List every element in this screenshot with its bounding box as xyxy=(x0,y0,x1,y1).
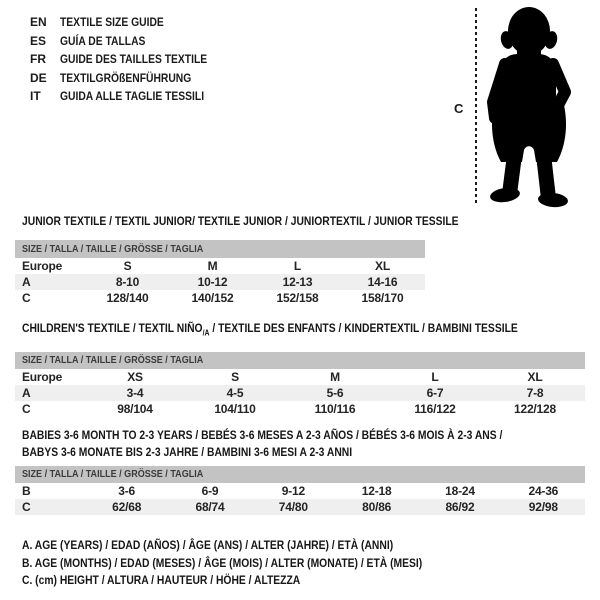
size-cell: 62/68 xyxy=(112,500,142,514)
children-title-subscript: /A xyxy=(202,328,210,338)
size-cell: 9-12 xyxy=(281,484,305,498)
children-size-table xyxy=(15,369,585,417)
guide-title-en: TEXTILE SIZE GUIDE xyxy=(60,15,164,29)
size-cell: 3-4 xyxy=(126,386,144,401)
table-row-age-months xyxy=(15,483,585,499)
size-cell: 6-7 xyxy=(426,386,444,401)
legend-footnotes xyxy=(22,537,487,590)
language-row-es xyxy=(30,32,231,51)
row-label: A xyxy=(22,386,31,401)
children-table-title xyxy=(22,321,518,340)
junior-table-title: JUNIOR TEXTILE / TEXTIL JUNIOR/ TEXTILE JUNIOR / JUNIORTEXTIL / JUNIOR TESSILE xyxy=(22,214,459,228)
height-measure-figure xyxy=(450,0,600,212)
junior-textile-section xyxy=(15,214,459,306)
size-cell: L xyxy=(431,370,439,385)
children-title-prefix: CHILDREN'S TEXTILE / TEXTIL NIÑO xyxy=(22,321,203,335)
size-cell: 10-12 xyxy=(197,275,228,289)
language-row-fr xyxy=(30,50,231,69)
size-cell: 80/86 xyxy=(362,500,392,514)
size-cell: 18-24 xyxy=(445,484,475,498)
row-label: Europe xyxy=(22,370,63,385)
size-header-bar xyxy=(15,240,425,258)
footnote-c: C. (cm) HEIGHT / ALTURA / HAUTEUR / HÖHE / ALTEZZA xyxy=(22,573,301,587)
toddler-silhouette-icon xyxy=(483,4,595,208)
language-code: EN xyxy=(30,15,47,29)
guide-title-de: TEXTILGRÖßENFÜHRUNG xyxy=(60,70,192,85)
language-code: FR xyxy=(30,52,46,66)
language-row-de xyxy=(30,69,231,88)
size-cell: 104/110 xyxy=(214,402,256,417)
size-cell: 6-9 xyxy=(201,484,219,498)
junior-size-table xyxy=(15,258,425,306)
size-cell: 92/98 xyxy=(528,500,558,514)
size-cell: S xyxy=(123,259,132,273)
table-row-height xyxy=(15,499,585,515)
size-header-bar xyxy=(15,466,585,483)
guide-title-es: GUÍA DE TALLAS xyxy=(60,33,146,48)
children-textile-section xyxy=(15,321,585,417)
size-cell: 110/116 xyxy=(314,402,356,417)
size-cell: 116/122 xyxy=(414,402,456,417)
table-row-height xyxy=(15,401,585,417)
footnote-a: A. AGE (YEARS) / EDAD (AÑOS) / ÂGE (ANS) / ALTER (JAHRE) / ETÀ (ANNI) xyxy=(22,538,394,552)
babies-title-line1: BABIES 3-6 MONTH TO 2-3 YEARS / BEBÉS 3-6 MESES A 2-3 AÑOS / BÉBÉS 3-6 MOIS À 2-3 ANS / xyxy=(22,428,503,442)
row-label: Europe xyxy=(22,259,63,273)
size-cell: 5-6 xyxy=(326,386,344,401)
size-cell: M xyxy=(207,259,218,273)
footnote-b: B. AGE (MONTHS) / EDAD (MESES) / ÂGE (MOIS) / ALTER (MONATE) / ETÀ (MESI) xyxy=(22,555,423,570)
row-label: C xyxy=(22,500,31,514)
guide-title-it: GUIDA ALLE TAGLIE TESSILI xyxy=(60,89,205,103)
size-header-label: SIZE / TALLA / TAILLE / GRÖSSE / TAGLIA xyxy=(22,243,204,255)
language-code: ES xyxy=(30,33,47,48)
language-row-it xyxy=(30,87,231,106)
size-cell: XL xyxy=(527,370,543,385)
babies-size-table xyxy=(15,483,585,515)
size-cell: 14-16 xyxy=(367,275,398,289)
size-cell: 98/104 xyxy=(117,402,153,417)
table-row-europe xyxy=(15,369,585,385)
size-cell: 7-8 xyxy=(526,386,544,401)
size-cell: 12-13 xyxy=(282,275,313,289)
size-cell: 140/152 xyxy=(191,291,234,305)
babies-title-line2: BABYS 3-6 MONATE BIS 2-3 JAHRE / BAMBINI 3-6 MESI A 2-3 ANNI xyxy=(22,445,353,459)
language-code: DE xyxy=(30,70,47,85)
table-row-age xyxy=(15,274,425,290)
row-label: A xyxy=(22,275,31,289)
size-cell: 152/158 xyxy=(276,291,319,305)
size-header-label: SIZE / TALLA / TAILLE / GRÖSSE / TAGLIA xyxy=(22,354,204,367)
size-cell: S xyxy=(231,370,239,385)
children-title-suffix: / TEXTILE DES ENFANTS / KINDERTEXTIL / BAMBINI TESSILE xyxy=(209,321,518,335)
babies-textile-section xyxy=(15,427,585,515)
table-row-height xyxy=(15,290,425,306)
table-row-age xyxy=(15,385,585,401)
size-cell: 4-5 xyxy=(226,386,244,401)
language-code: IT xyxy=(30,89,41,103)
size-cell: 12-18 xyxy=(361,484,392,498)
row-label: C xyxy=(22,402,31,417)
size-cell: 68/74 xyxy=(195,500,225,514)
language-row-en xyxy=(30,13,231,32)
size-cell: 86/92 xyxy=(445,500,475,514)
size-cell: 122/128 xyxy=(514,402,556,417)
babies-table-title xyxy=(22,427,585,461)
height-measure-label: C xyxy=(454,101,464,116)
dashed-height-line-icon xyxy=(475,8,477,205)
guide-title-fr: GUIDE DES TAILLES TEXTILE xyxy=(60,52,208,66)
size-cell: 74/80 xyxy=(278,500,308,514)
size-header-label: SIZE / TALLA / TAILLE / GRÖSSE / TAGLIA xyxy=(22,468,204,480)
size-cell: 24-36 xyxy=(528,484,559,498)
size-cell: XS xyxy=(127,370,143,385)
size-cell: XL xyxy=(375,259,390,273)
size-header-bar xyxy=(15,352,585,369)
table-row-europe xyxy=(15,258,425,274)
row-label: B xyxy=(22,484,31,498)
size-cell: 8-10 xyxy=(115,275,140,289)
size-cell: L xyxy=(293,259,302,273)
size-cell: 158/170 xyxy=(361,291,404,305)
language-title-block xyxy=(30,13,231,106)
size-cell: 3-6 xyxy=(118,484,136,498)
size-cell: 128/140 xyxy=(106,291,149,305)
size-cell: M xyxy=(330,370,340,385)
row-label: C xyxy=(22,291,31,305)
